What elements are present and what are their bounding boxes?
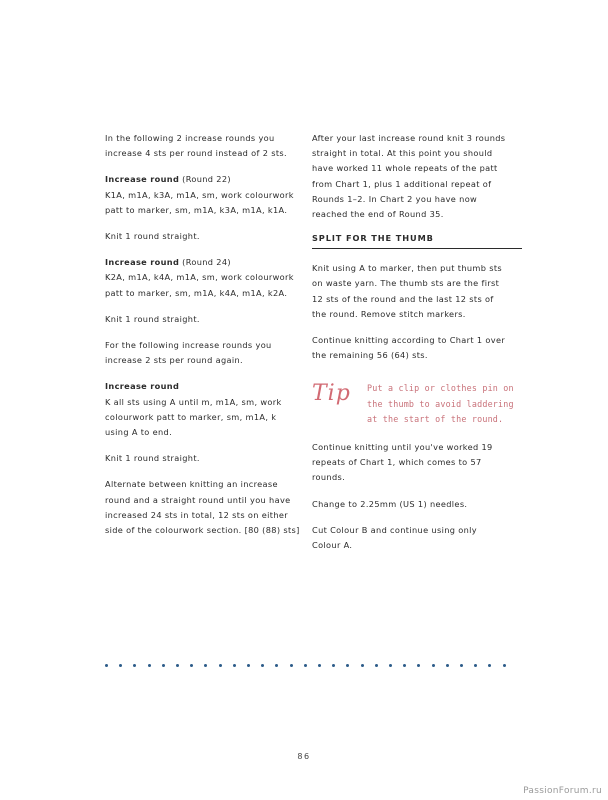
- divider-dot: [133, 664, 136, 667]
- divider-dot: [148, 664, 151, 667]
- divider-dot: [190, 664, 193, 667]
- divider-dot: [119, 664, 122, 667]
- paragraph-change-needles: Change to 2.25mm (US 1) needles.: [312, 498, 468, 509]
- increase-instructions: K2A, m1A, k4A, m1A, sm, work colourwork patt to marker, sm, m1A, k4A, m1A, k2A.: [105, 272, 294, 298]
- increase-round-label: Increase round: [105, 174, 180, 185]
- divider-dot: [460, 664, 463, 667]
- tip-callout: [312, 381, 527, 426]
- divider-dot: [176, 664, 179, 667]
- paragraph-split: Knit using A to marker, then put thumb sts on waste yarn. The thumb sts are the first 12 sts of the round and the last 12 sts of the round. Remove stitch markers.: [312, 263, 503, 319]
- increase-round-label: Increase round: [105, 381, 180, 392]
- divider-dot: [204, 664, 207, 667]
- page-number: 86: [297, 752, 311, 761]
- increase-instructions: K all sts using A until m, m1A, sm, work colourwork patt to marker, sm, m1A, k using A to end.: [105, 396, 282, 438]
- round-number: (Round 22): [182, 174, 231, 185]
- divider-dot: [332, 664, 335, 667]
- divider-dot: [233, 664, 236, 667]
- paragraph-after-increase: After your last increase round knit 3 rounds straight in total. At this point you should have worked 11 whole repeats of the patt from Chart 1, plus 1 additional repeat of Rounds 1–2. In Chart 2 you have now reached the end of Round 35.: [312, 133, 506, 220]
- paragraph-continue-chart: Continue knitting according to Chart 1 over the remaining 56 (64) sts.: [312, 335, 506, 361]
- divider-dot: [432, 664, 435, 667]
- watermark: PassionForum.ru: [523, 786, 602, 796]
- divider-dot: [389, 664, 392, 667]
- divider-dot: [247, 664, 250, 667]
- divider-dot: [304, 664, 307, 667]
- divider-dot: [290, 664, 293, 667]
- increase-round-24: [105, 255, 300, 301]
- divider-dot: [403, 664, 406, 667]
- divider-dot: [162, 664, 165, 667]
- increase-instructions: K1A, m1A, k3A, m1A, sm, work colourwork patt to marker, sm, m1A, k3A, m1A, k1A.: [105, 189, 294, 215]
- paragraph-alternate: Alternate between knitting an increase round and a straight round until you have increased 24 sts in total, 12 sts on either side of the colourwork section. [80 (88) sts]: [105, 479, 300, 536]
- increase-round-3: [105, 379, 300, 440]
- divider-dot: [417, 664, 420, 667]
- round-number: (Round 24): [182, 257, 231, 268]
- increase-round-22: [105, 172, 300, 218]
- right-column-lower: [312, 440, 507, 564]
- divider-dot: [488, 664, 491, 667]
- knit-straight-1: Knit 1 round straight.: [105, 231, 200, 242]
- right-column: [312, 131, 507, 374]
- increase-round-label: Increase round: [105, 257, 180, 268]
- divider-dot: [275, 664, 278, 667]
- knit-straight-2: Knit 1 round straight.: [105, 313, 200, 324]
- divider-dot: [361, 664, 364, 667]
- divider-dot: [503, 664, 506, 667]
- tip-text: Put a clip or clothes pin on the thumb to avoid laddering at the start of the round.: [367, 383, 514, 424]
- divider-dot: [346, 664, 349, 667]
- paragraph-following: For the following increase rounds you increase 2 sts per round again.: [105, 340, 272, 366]
- left-column: [105, 131, 300, 549]
- divider-dot: [219, 664, 222, 667]
- divider-dot: [446, 664, 449, 667]
- divider-dot: [474, 664, 477, 667]
- paragraph-intro: In the following 2 increase rounds you increase 4 sts per round instead of 2 sts.: [105, 133, 287, 159]
- knit-straight-3: Knit 1 round straight.: [105, 453, 200, 464]
- paragraph-continue-until: Continue knitting until you've worked 19 repeats of Chart 1, which comes to 57 rounds.: [312, 442, 493, 483]
- divider-dot: [105, 664, 108, 667]
- divider-dot: [375, 664, 378, 667]
- dotted-divider: [105, 662, 505, 670]
- divider-dot: [318, 664, 321, 667]
- tip-label: Tip: [312, 381, 351, 406]
- divider-dot: [261, 664, 264, 667]
- section-heading-split-thumb: SPLIT FOR THE THUMB: [312, 233, 522, 249]
- paragraph-cut-colour: Cut Colour B and continue using only Colour A.: [312, 524, 477, 551]
